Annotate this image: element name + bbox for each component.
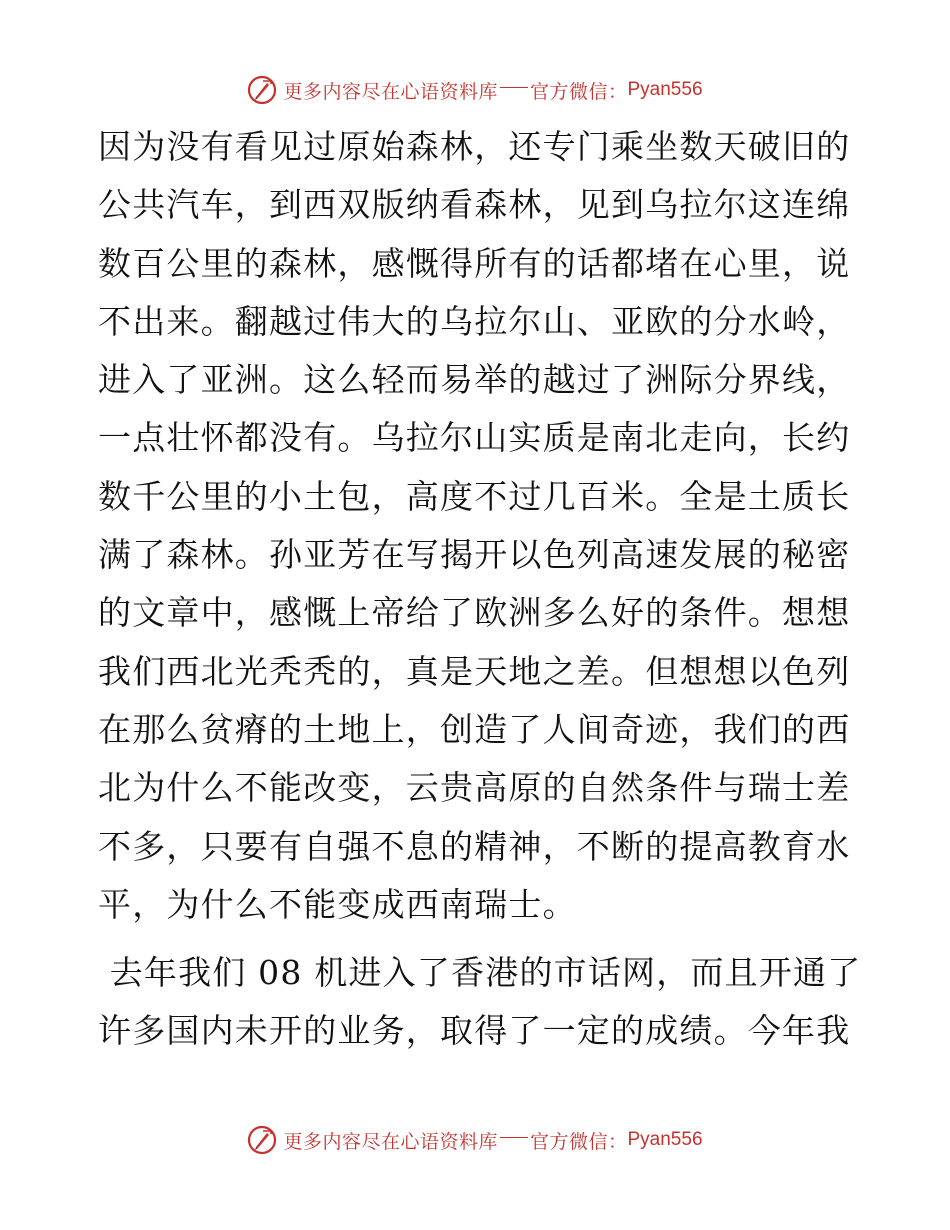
text-line: 去年我们 08 机进入了香港的市话网，而且开通了 <box>98 953 862 993</box>
text-line: 数百公里的森林，感慨得所有的话都堵在心里，说 <box>98 243 851 283</box>
text-line: 的文章中，感慨上帝给了欧洲多么好的条件。想想 <box>98 593 851 633</box>
footer-brand-text: 更多内容尽在心语资料库 <box>283 1130 498 1153</box>
text-line: 不出来。翻越过伟大的乌拉尔山、亚欧的分水岭， <box>98 301 851 341</box>
paragraph-1 <box>98 118 858 934</box>
footer-account-id: Pyan556 <box>627 1129 703 1150</box>
text-line: 进入了亚洲。这么轻而易举的越过了洲际分界线， <box>98 360 851 400</box>
text-line: 许多国内未开的业务，取得了一定的成绩。今年我 <box>98 1011 851 1051</box>
text-line: 平，为什么不能变成西南瑞士。 <box>98 884 577 924</box>
footer-official-label: 官方微信： <box>529 1130 628 1153</box>
text-line: 我们西北光秃秃的，真是天地之差。但想想以色列 <box>98 651 851 691</box>
header-brand-text: 更多内容尽在心语资料库 <box>283 80 498 103</box>
text-line: 数千公里的小土包，高度不过几百米。全是土质长 <box>98 476 851 516</box>
header-account-id: Pyan556 <box>627 79 703 100</box>
quill-pen-logo-icon <box>247 1125 277 1155</box>
text-line: 公共汽车，到西双版纳看森林，见到乌拉尔这连绵 <box>98 185 851 225</box>
document-body <box>98 118 862 1061</box>
text-line: 一点壮怀都没有。乌拉尔山实质是南北走向，长约 <box>98 418 851 458</box>
text-line: 满了森林。孙亚芳在写揭开以色列高速发展的秘密 <box>98 535 851 575</box>
text-line: 在那么贫瘠的土地上，创造了人间奇迹，我们的西 <box>98 709 851 749</box>
footer-banner <box>0 1122 950 1158</box>
footer-dash-divider <box>500 1137 528 1138</box>
text-line: 因为没有看见过原始森林，还专门乘坐数天破旧的 <box>98 127 851 166</box>
header-banner <box>0 72 950 108</box>
text-line: 不多，只要有自强不息的精神，不断的提高教育水 <box>98 826 851 866</box>
text-line: 北为什么不能改变，云贵高原的自然条件与瑞士差 <box>98 768 851 808</box>
paragraph-2 <box>98 944 862 1061</box>
quill-pen-logo-icon <box>247 75 277 105</box>
header-official-label: 官方微信： <box>529 80 628 103</box>
header-dash-divider <box>500 87 528 88</box>
